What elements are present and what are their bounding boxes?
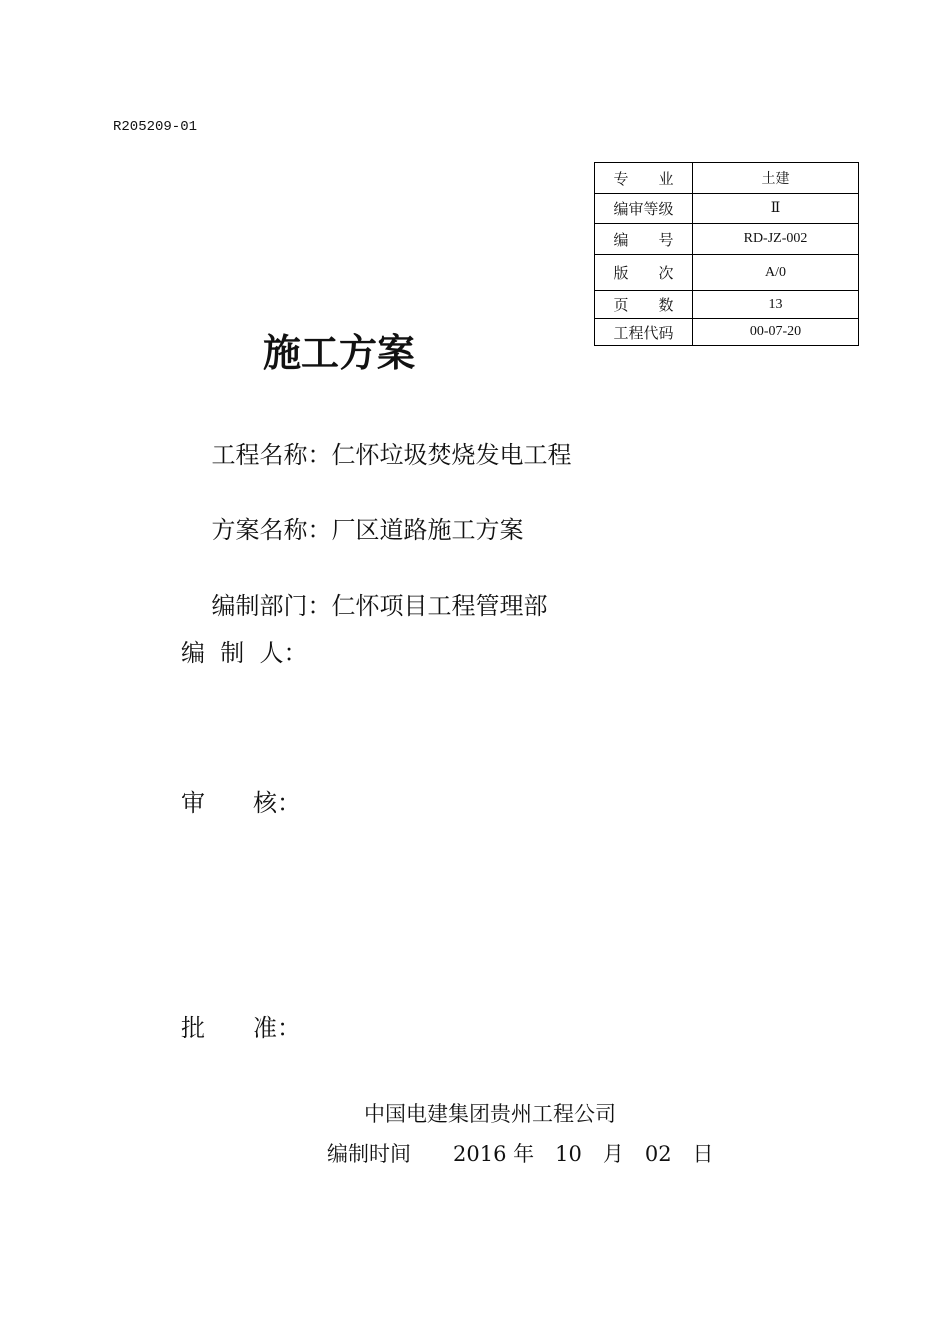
info-value: 13 bbox=[693, 291, 859, 319]
info-key: 编审等级 bbox=[595, 194, 693, 224]
info-value: Ⅱ bbox=[693, 194, 859, 224]
document-info-table bbox=[594, 162, 859, 346]
info-key: 页 数 bbox=[595, 291, 693, 319]
info-row-discipline bbox=[595, 163, 859, 194]
info-row-page-count bbox=[595, 291, 859, 319]
info-value: A/0 bbox=[693, 255, 859, 291]
info-value: RD-JZ-002 bbox=[693, 224, 859, 255]
info-key: 编 号 bbox=[595, 224, 693, 255]
project-name-value: 仁怀垃圾焚烧发电工程 bbox=[331, 441, 572, 469]
compile-date: 编制时间 2016 年 10 月 02 日 bbox=[327, 1142, 714, 1166]
info-row-review-level bbox=[595, 194, 859, 224]
department-label: 编制部门： bbox=[211, 592, 332, 620]
project-name-label: 工程名称： bbox=[211, 441, 332, 469]
info-value: 00-07-20 bbox=[693, 319, 859, 346]
author-label: 编 制 人： bbox=[181, 639, 308, 667]
department-value: 仁怀项目工程管理部 bbox=[331, 592, 548, 620]
company-name: 中国电建集团贵州工程公司 bbox=[364, 1102, 616, 1126]
plan-name-label: 方案名称： bbox=[211, 516, 332, 544]
info-key: 工程代码 bbox=[595, 319, 693, 346]
info-key: 版 次 bbox=[595, 255, 693, 291]
info-value: 土建 bbox=[693, 163, 859, 194]
plan-name-value: 厂区道路施工方案 bbox=[331, 516, 524, 544]
document-code: R205209-01 bbox=[113, 119, 198, 135]
document-title: 施工方案 bbox=[263, 331, 416, 375]
info-row-number bbox=[595, 224, 859, 255]
reviewer-label: 审 核： bbox=[181, 789, 301, 817]
approver-label: 批 准： bbox=[181, 1014, 301, 1042]
info-row-project-code bbox=[595, 319, 859, 346]
info-key: 专 业 bbox=[595, 163, 693, 194]
info-row-revision bbox=[595, 255, 859, 291]
